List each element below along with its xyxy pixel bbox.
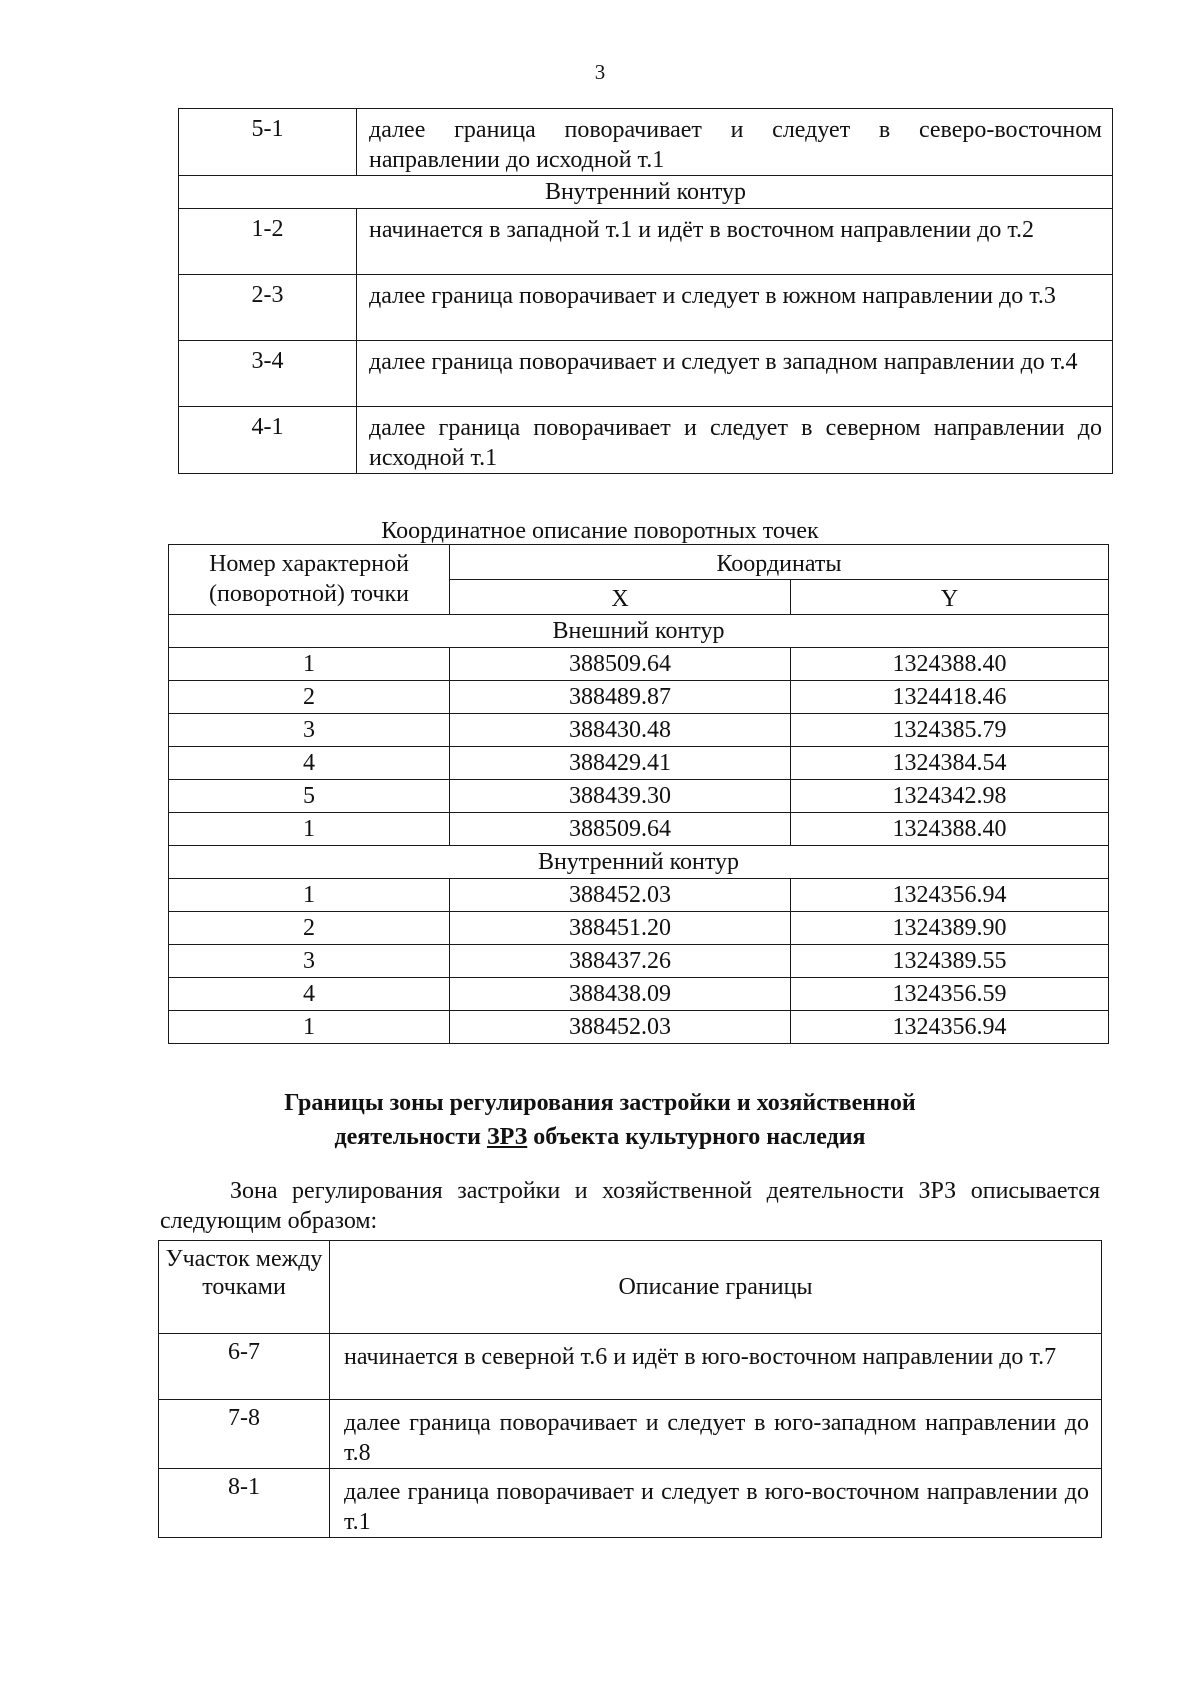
x-coordinate-cell: 388452.03 — [450, 879, 791, 912]
segment-cell: 8-1 — [159, 1469, 330, 1538]
table-row — [179, 275, 1113, 341]
y-coordinate-cell: 1324385.79 — [791, 714, 1109, 747]
description-cell: далее граница поворачивает и следует в юго-западном направлении до т.8 — [330, 1400, 1102, 1469]
description-cell: далее граница поворачивает и следует в юго-восточном направлении до т.1 — [330, 1469, 1102, 1538]
header-description: Описание границы — [330, 1241, 1102, 1334]
point-number-cell: 1 — [169, 813, 450, 846]
heading-line-1: Границы зоны регулирования застройки и хозяйственной — [284, 1090, 916, 1116]
y-coordinate-cell: 1324418.46 — [791, 681, 1109, 714]
header-x: X — [450, 580, 791, 615]
point-number-cell: 1 — [169, 648, 450, 681]
x-coordinate-cell: 388430.48 — [450, 714, 791, 747]
point-number-cell: 1 — [169, 879, 450, 912]
header-row — [159, 1241, 1102, 1334]
header-point-number: Номер характерной (поворотной) точки — [169, 545, 450, 615]
segment-cell: 1-2 — [179, 209, 357, 275]
x-coordinate-cell: 388452.03 — [450, 1011, 791, 1044]
point-number-cell: 3 — [169, 945, 450, 978]
section-outer-contour: Внешний контур — [169, 615, 1109, 648]
header-segment: Участок между точками — [159, 1241, 330, 1334]
section-heading — [0, 1086, 1200, 1154]
description-cell: далее граница поворачивает и следует в северном направлении до исходной т.1 — [357, 407, 1113, 474]
table-row — [169, 747, 1109, 780]
y-coordinate-cell: 1324388.40 — [791, 813, 1109, 846]
description-cell: далее граница поворачивает и следует в западном направлении до т.4 — [357, 341, 1113, 407]
zrz-boundary-table — [158, 1240, 1102, 1538]
x-coordinate-cell: 388429.41 — [450, 747, 791, 780]
description-cell: далее граница поворачивает и следует в северо-восточном направлении до исходной т.1 — [357, 109, 1113, 176]
heading-line-2 — [0, 1120, 1200, 1154]
coordinates-table — [168, 544, 1109, 1044]
table-row — [169, 681, 1109, 714]
x-coordinate-cell: 388451.20 — [450, 912, 791, 945]
table-row — [169, 879, 1109, 912]
section-row — [169, 615, 1109, 648]
description-cell: далее граница поворачивает и следует в южном направлении до т.3 — [357, 275, 1113, 341]
x-coordinate-cell: 388439.30 — [450, 780, 791, 813]
page-number: 3 — [594, 60, 606, 84]
y-coordinate-cell: 1324356.94 — [791, 1011, 1109, 1044]
x-coordinate-cell: 388489.87 — [450, 681, 791, 714]
segment-cell: 5-1 — [179, 109, 357, 176]
heading-abbreviation: ЗРЗ — [486, 1124, 528, 1150]
point-number-cell: 1 — [169, 1011, 450, 1044]
point-number-cell: 2 — [169, 912, 450, 945]
table-row — [159, 1334, 1102, 1400]
segment-cell: 7-8 — [159, 1400, 330, 1469]
y-coordinate-cell: 1324342.98 — [791, 780, 1109, 813]
table-row — [169, 780, 1109, 813]
segment-cell: 6-7 — [159, 1334, 330, 1400]
intro-paragraph: Зона регулирования застройки и хозяйственной деятельности ЗРЗ описывается следующим образом: — [160, 1178, 1100, 1234]
header-row — [169, 545, 1109, 580]
section-row — [179, 176, 1113, 209]
y-coordinate-cell: 1324388.40 — [791, 648, 1109, 681]
outer-contour-rows — [169, 648, 1109, 846]
x-coordinate-cell: 388509.64 — [450, 813, 791, 846]
segment-cell: 4-1 — [179, 407, 357, 474]
x-coordinate-cell: 388438.09 — [450, 978, 791, 1011]
point-number-cell: 3 — [169, 714, 450, 747]
description-cell: начинается в северной т.6 и идёт в юго-восточном направлении до т.7 — [330, 1334, 1102, 1400]
table-row — [159, 1469, 1102, 1538]
table-row — [179, 407, 1113, 474]
point-number-cell: 5 — [169, 780, 450, 813]
table-row — [169, 648, 1109, 681]
boundary-description-table-continued — [178, 108, 1113, 474]
table-row — [169, 912, 1109, 945]
y-coordinate-cell: 1324389.90 — [791, 912, 1109, 945]
table-row — [169, 1011, 1109, 1044]
inner-contour-rows — [169, 879, 1109, 1044]
point-number-cell: 4 — [169, 978, 450, 1011]
table-row — [169, 978, 1109, 1011]
table-row — [179, 341, 1113, 407]
point-number-cell: 2 — [169, 681, 450, 714]
x-coordinate-cell: 388437.26 — [450, 945, 791, 978]
table-row — [169, 945, 1109, 978]
table-row — [179, 209, 1113, 275]
point-number-cell: 4 — [169, 747, 450, 780]
table-row — [169, 714, 1109, 747]
coordinates-caption: Координатное описание поворотных точек — [381, 518, 819, 544]
heading-text: объекта культурного наследия — [527, 1124, 866, 1150]
header-coordinates: Координаты — [450, 545, 1109, 580]
table-row — [169, 813, 1109, 846]
section-inner-contour: Внутренний контур — [179, 176, 1113, 209]
table-row — [159, 1400, 1102, 1469]
y-coordinate-cell: 1324356.94 — [791, 879, 1109, 912]
section-row — [169, 846, 1109, 879]
y-coordinate-cell: 1324389.55 — [791, 945, 1109, 978]
segment-cell: 2-3 — [179, 275, 357, 341]
y-coordinate-cell: 1324356.59 — [791, 978, 1109, 1011]
section-inner-contour: Внутренний контур — [169, 846, 1109, 879]
description-cell: начинается в западной т.1 и идёт в восточном направлении до т.2 — [357, 209, 1113, 275]
x-coordinate-cell: 388509.64 — [450, 648, 791, 681]
header-y: Y — [791, 580, 1109, 615]
heading-text: деятельности — [334, 1124, 487, 1150]
y-coordinate-cell: 1324384.54 — [791, 747, 1109, 780]
table-row — [179, 109, 1113, 176]
segment-cell: 3-4 — [179, 341, 357, 407]
